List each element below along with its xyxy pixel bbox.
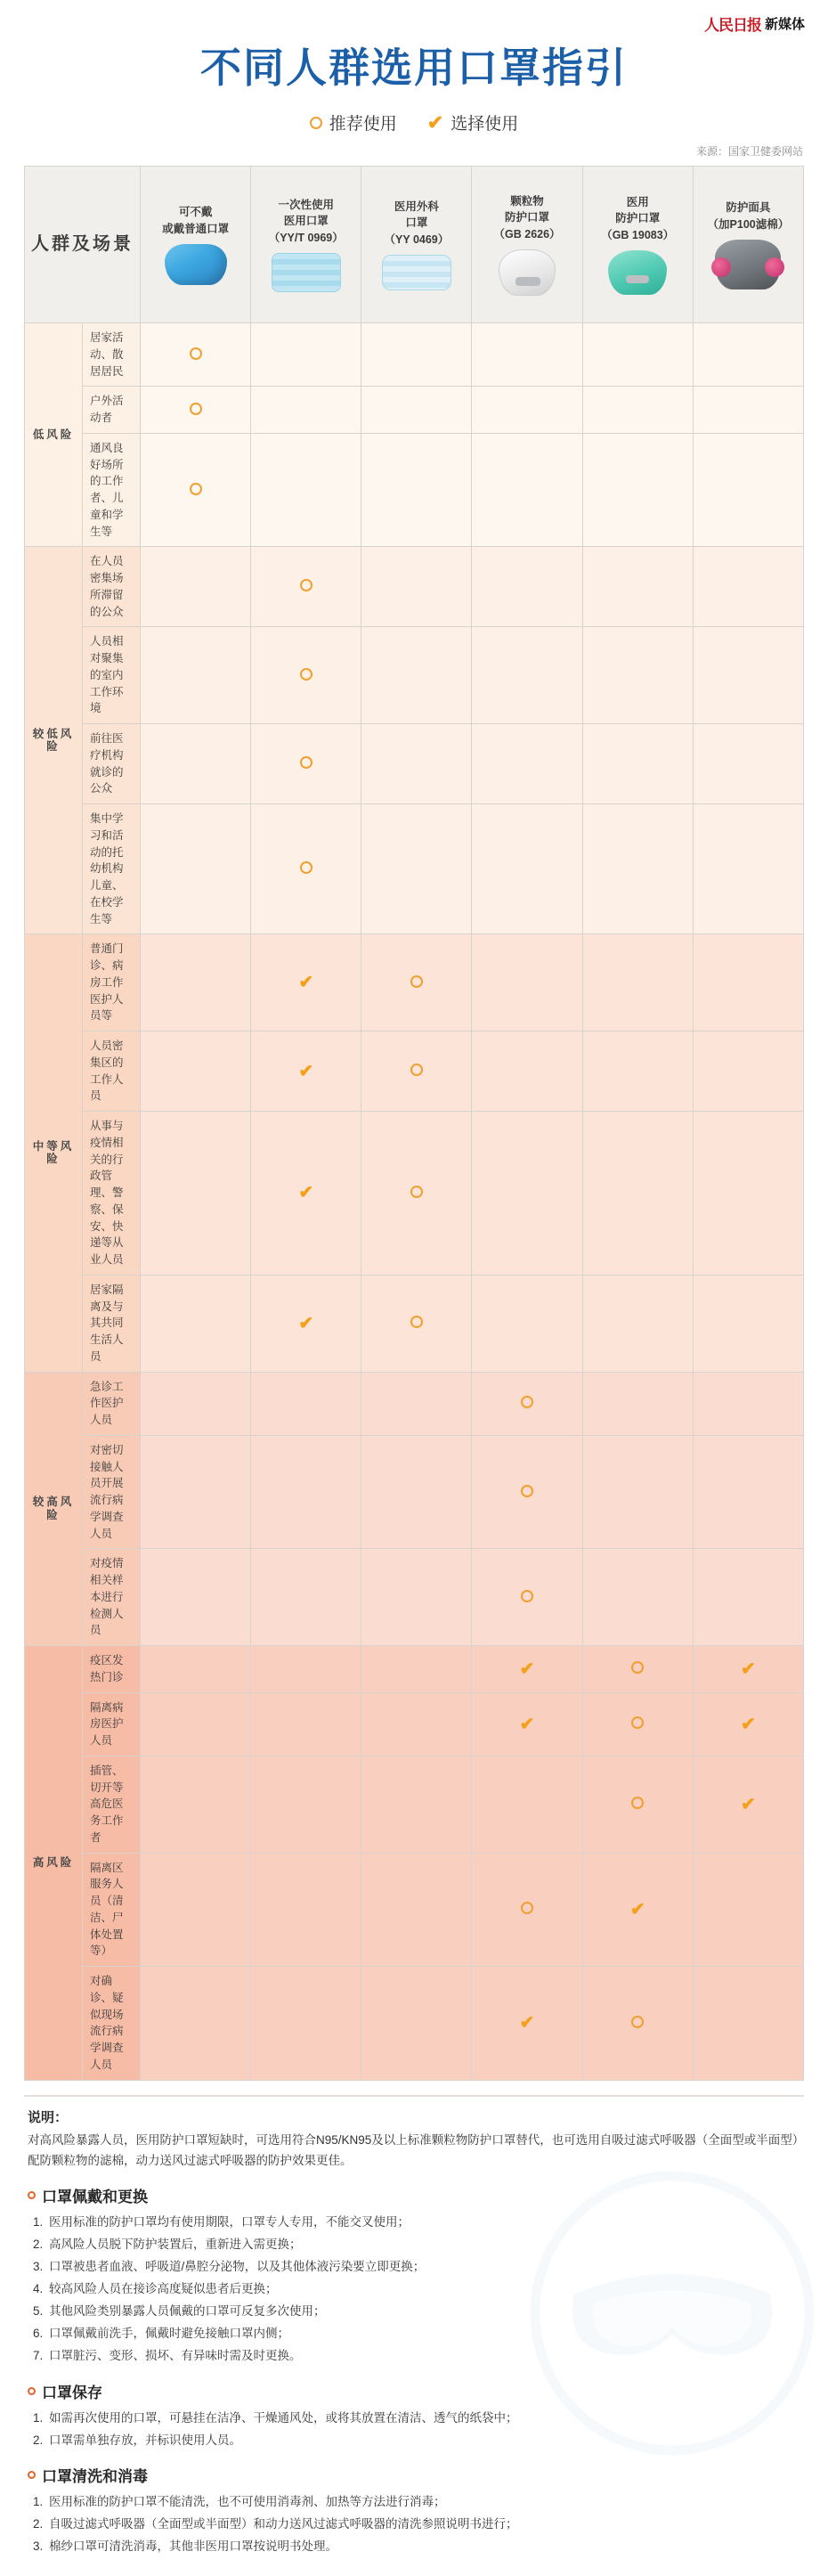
mark-cell <box>582 804 693 934</box>
circle-icon <box>521 1590 533 1602</box>
brand-bar <box>0 0 828 34</box>
list-item: 口罩佩戴前洗手，佩戴时避免接触口罩内侧； <box>49 2326 289 2340</box>
mark-cell <box>582 1756 693 1853</box>
table-header-row <box>25 167 804 323</box>
mark-cell <box>361 934 472 1031</box>
table-row <box>25 1646 804 1693</box>
mark-cell <box>361 1112 472 1276</box>
mark-cell <box>361 547 472 627</box>
mark-cell <box>251 1853 361 1967</box>
table-row <box>25 387 804 434</box>
mark-cell <box>361 387 472 434</box>
list-item: 医用标准的防护口罩均有使用期限，口罩专人专用，不能交叉使用； <box>49 2214 410 2229</box>
cloth-mask-icon <box>165 244 227 285</box>
header-col-respirator <box>693 167 803 323</box>
notes-subsection-title <box>28 2464 800 2486</box>
mark-cell <box>361 804 472 934</box>
scene-label: 对密切接触人员开展流行病学调查人员 <box>83 1435 141 1549</box>
list-item: 其他风险类别暴露人员佩戴的口罩可反复多次使用； <box>49 2303 326 2318</box>
circle-icon <box>410 1316 423 1328</box>
circle-icon <box>410 975 423 988</box>
mark-cell <box>582 1372 693 1435</box>
bullet-icon <box>28 2191 36 2199</box>
header-scene-column: 人群及场景 <box>25 167 141 323</box>
mark-cell <box>251 1646 361 1693</box>
mark-cell <box>361 1549 472 1646</box>
n95-mask-icon <box>499 249 556 296</box>
mark-cell <box>251 724 361 804</box>
circle-icon <box>300 861 313 874</box>
mark-cell <box>361 1756 472 1853</box>
notes-list <box>28 2212 800 2368</box>
mark-cell <box>582 934 693 1031</box>
mark-cell <box>472 1967 582 2081</box>
table-row <box>25 1372 804 1435</box>
mark-cell <box>251 1372 361 1435</box>
legend-label-recommended: 推荐使用 <box>329 115 397 134</box>
mark-cell <box>361 1275 472 1372</box>
surgical-mask-icon <box>272 253 341 292</box>
mark-cell <box>251 387 361 434</box>
brand-logo <box>704 12 805 35</box>
check-icon: ✔ <box>298 1313 314 1333</box>
mark-cell <box>582 547 693 627</box>
mark-cell <box>693 1967 803 2081</box>
circle-icon <box>190 347 202 360</box>
page-title: 不同人群选用口罩指引 <box>200 45 628 91</box>
mark-cell <box>693 627 803 724</box>
brand-media-label: 新媒体 <box>764 17 805 32</box>
mark-cell <box>582 1853 693 1967</box>
mark-cell <box>251 934 361 1031</box>
mark-cell <box>693 1435 803 1549</box>
mark-cell <box>472 1372 582 1435</box>
legend <box>0 110 828 135</box>
notes-subsection-label: 口罩佩戴和更换 <box>42 2188 148 2205</box>
scene-label: 急诊工作医护人员 <box>83 1372 141 1435</box>
mark-cell <box>472 804 582 934</box>
mark-cell <box>693 724 803 804</box>
mark-cell <box>582 1967 693 2081</box>
mark-cell <box>472 1692 582 1756</box>
col-label-line2: 防护口罩 <box>615 212 661 225</box>
mark-cell <box>361 1435 472 1549</box>
mark-cell <box>472 1031 582 1112</box>
circle-icon <box>190 403 202 415</box>
check-icon: ✔ <box>741 1659 756 1679</box>
mark-cell <box>693 1549 803 1646</box>
list-item: 较高风险人员在接诊高度疑似患者后更换； <box>49 2281 278 2295</box>
mark-cell <box>693 934 803 1031</box>
mark-cell <box>251 547 361 627</box>
circle-icon <box>521 1485 533 1497</box>
scene-label: 通风良好场所的工作者、儿童和学生等 <box>83 433 141 547</box>
mark-cell <box>693 804 803 934</box>
mark-cell <box>251 1967 361 2081</box>
legend-item-optional <box>427 110 518 135</box>
col-label-line1: 防护面具 <box>726 201 771 215</box>
scene-label: 隔离病房医护人员 <box>83 1692 141 1756</box>
table-row <box>25 934 804 1031</box>
col-standard: （GB 19083） <box>601 228 675 241</box>
table-row <box>25 627 804 724</box>
col-label-line2: 或戴普通口罩 <box>162 222 230 235</box>
notes-subsection-label: 口罩清洗和消毒 <box>42 2468 148 2486</box>
mark-cell <box>693 323 803 387</box>
notes-list <box>28 2408 800 2452</box>
check-icon: ✔ <box>519 1714 535 1734</box>
mark-cell <box>251 323 361 387</box>
risk-level-label: 低风险 <box>25 323 83 547</box>
mark-cell <box>361 1692 472 1756</box>
header-col-medical-protective <box>582 167 693 323</box>
circle-icon <box>631 2016 644 2028</box>
circle-icon <box>190 483 202 495</box>
mark-cell <box>141 323 251 387</box>
table-head <box>25 167 804 323</box>
mark-cell <box>582 627 693 724</box>
table-body <box>25 323 804 2081</box>
scene-label: 对确诊、疑似现场流行病学调查人员 <box>83 1967 141 2081</box>
mark-cell <box>251 1275 361 1372</box>
mark-cell <box>472 1549 582 1646</box>
list-item: 口罩脏污、变形、损坏、有异味时需及时更换。 <box>49 2348 302 2362</box>
bullet-icon <box>28 2387 36 2395</box>
scene-label: 集中学习和活动的托幼机构儿童、在校学生等 <box>83 804 141 934</box>
header-col-disposable <box>251 167 361 323</box>
notes-section <box>24 2097 804 2568</box>
mark-cell <box>693 1853 803 1967</box>
mark-cell <box>582 1112 693 1276</box>
scene-label: 疫区发热门诊 <box>83 1646 141 1693</box>
risk-level-label: 较高风险 <box>25 1372 83 1646</box>
mark-cell <box>582 323 693 387</box>
mark-cell <box>141 387 251 434</box>
col-label-line1: 一次性使用 <box>278 199 334 212</box>
scene-label: 前往医疗机构就诊的公众 <box>83 724 141 804</box>
check-icon: ✔ <box>298 1061 314 1081</box>
table-row <box>25 1435 804 1549</box>
mark-cell <box>141 1967 251 2081</box>
table-row <box>25 547 804 627</box>
mark-cell <box>693 1756 803 1853</box>
notes-heading: 说明： <box>28 2109 69 2125</box>
mark-cell <box>582 1435 693 1549</box>
scene-label: 普通门诊、病房工作医护人员等 <box>83 934 141 1031</box>
circle-icon <box>300 668 313 681</box>
mark-cell <box>141 1692 251 1756</box>
circle-icon <box>631 1716 644 1729</box>
mark-cell <box>141 1549 251 1646</box>
mark-cell <box>693 547 803 627</box>
risk-level-label: 中等风险 <box>25 934 83 1372</box>
check-icon: ✔ <box>519 1659 535 1679</box>
mark-cell <box>582 724 693 804</box>
scene-label: 从事与疫情相关的行政管理、警察、保安、快递等从业人员 <box>83 1112 141 1276</box>
check-icon: ✔ <box>741 1714 756 1734</box>
mark-cell <box>251 1435 361 1549</box>
col-standard: （加P100滤棉） <box>707 217 790 231</box>
list-item: 如需再次使用的口罩，可悬挂在洁净、干燥通风处，或将其放置在清洁、透气的纸袋中； <box>49 2410 518 2425</box>
mark-cell <box>582 1275 693 1372</box>
mark-cell <box>472 323 582 387</box>
table-row <box>25 1756 804 1853</box>
mark-cell <box>472 627 582 724</box>
table-row <box>25 1275 804 1372</box>
col-standard: （YY/T 0969） <box>268 231 344 244</box>
mark-cell <box>361 1646 472 1693</box>
source-text: 来源：国家卫健委网站 <box>695 145 803 158</box>
bullet-icon <box>28 2471 36 2479</box>
table-row <box>25 433 804 547</box>
notes-body: 对高风险暴露人员，医用防护口罩短缺时，可选用符合N95/KN95及以上标准颗粒物防护口罩替代，也可选用自吸过滤式呼吸器（全面型或半面型）配防颗粒物的滤棉，动力送风过滤式呼吸器的防护效果更佳。 <box>28 2132 799 2168</box>
mark-cell <box>472 1646 582 1693</box>
mark-cell <box>582 387 693 434</box>
header-col-particulate <box>472 167 582 323</box>
mark-cell <box>141 1646 251 1693</box>
mark-cell <box>361 1372 472 1435</box>
brand-paper-label: 人民日报 <box>703 17 761 34</box>
mark-cell <box>693 1275 803 1372</box>
mark-cell <box>141 1275 251 1372</box>
mark-cell <box>693 1031 803 1112</box>
mark-cell <box>472 433 582 547</box>
scene-label: 居家活动、散居居民 <box>83 323 141 387</box>
mark-cell <box>251 804 361 934</box>
mark-cell <box>693 387 803 434</box>
table-row <box>25 1967 804 2081</box>
table-row <box>25 1031 804 1112</box>
col-label-line2: 医用口罩 <box>283 215 329 228</box>
circle-icon <box>410 1064 423 1076</box>
mark-cell <box>361 433 472 547</box>
mark-cell <box>693 1646 803 1693</box>
circle-icon <box>631 1797 644 1809</box>
mark-cell <box>361 724 472 804</box>
mark-cell <box>472 1435 582 1549</box>
mark-cell <box>472 547 582 627</box>
circle-icon <box>310 117 322 129</box>
check-icon: ✔ <box>426 110 444 134</box>
table-row <box>25 1853 804 1967</box>
legend-item-recommended <box>310 110 397 135</box>
check-icon: ✔ <box>519 2013 535 2034</box>
header-col-cloth <box>141 167 251 323</box>
mark-cell <box>472 724 582 804</box>
col-label-line1: 颗粒物 <box>510 195 544 208</box>
col-label-line1: 可不戴 <box>178 206 213 219</box>
notes-subsection-title <box>28 2380 800 2402</box>
risk-level-label: 较低风险 <box>25 547 83 934</box>
list-item: 口罩需单独存放，并标识使用人员。 <box>49 2433 241 2447</box>
mark-cell <box>141 804 251 934</box>
mark-cell <box>582 1031 693 1112</box>
kn95-mask-icon <box>608 250 667 295</box>
circle-icon <box>631 1661 644 1674</box>
check-icon: ✔ <box>298 973 314 993</box>
col-label-line2: 防护口罩 <box>505 211 550 224</box>
col-label-line2: 口罩 <box>405 216 428 230</box>
mark-cell <box>251 433 361 547</box>
notes-subsection-title <box>28 2184 800 2206</box>
circle-icon <box>521 1902 533 1914</box>
mark-cell <box>472 1275 582 1372</box>
scene-label: 插管、切开等高危医务工作者 <box>83 1756 141 1853</box>
mark-cell <box>141 1112 251 1276</box>
mark-cell <box>251 1031 361 1112</box>
notes-subsections <box>28 2184 800 2559</box>
circle-icon <box>300 579 313 591</box>
mark-cell <box>361 323 472 387</box>
scene-label: 人员相对聚集的室内工作环境 <box>83 627 141 724</box>
list-item: 自吸过滤式呼吸器（全面型或半面型）和动力送风过滤式呼吸器的清洗参照说明书进行； <box>49 2517 518 2531</box>
mark-cell <box>141 1435 251 1549</box>
surgical-mask2-icon <box>382 255 451 290</box>
mark-cell <box>693 1692 803 1756</box>
col-label-line1: 医用外科 <box>394 200 439 214</box>
mark-cell <box>693 433 803 547</box>
circle-icon <box>521 1396 533 1408</box>
scene-label: 隔离区服务人员（清洁、尸体处置等） <box>83 1853 141 1967</box>
list-item: 高风险人员脱下防护装置后，重新进入需更换； <box>49 2237 302 2251</box>
mark-cell <box>472 934 582 1031</box>
col-standard: （GB 2626） <box>493 227 561 240</box>
table-row <box>25 1692 804 1756</box>
mark-cell <box>141 433 251 547</box>
table-row <box>25 323 804 387</box>
circle-icon <box>410 1186 423 1198</box>
mark-cell <box>472 1853 582 1967</box>
mark-cell <box>141 1031 251 1112</box>
mark-cell <box>361 1031 472 1112</box>
table-row <box>25 804 804 934</box>
risk-level-label: 高风险 <box>25 1646 83 2081</box>
mark-cell <box>582 433 693 547</box>
mark-cell <box>693 1372 803 1435</box>
mark-cell <box>141 627 251 724</box>
respirator-icon <box>715 240 781 289</box>
table-row <box>25 1549 804 1646</box>
check-icon: ✔ <box>298 1183 314 1203</box>
check-icon: ✔ <box>629 1899 645 1920</box>
table-row <box>25 1112 804 1276</box>
check-icon: ✔ <box>741 1794 756 1814</box>
legend-label-optional: 选择使用 <box>451 115 519 134</box>
notes-list <box>28 2491 800 2558</box>
mark-cell <box>141 934 251 1031</box>
mark-cell <box>582 1646 693 1693</box>
list-item: 棉纱口罩可清洗消毒，其他非医用口罩按说明书处理。 <box>49 2539 337 2554</box>
notes-subsection-label: 口罩保存 <box>42 2384 102 2401</box>
scene-label: 对疫情相关样本进行检测人员 <box>83 1549 141 1646</box>
mark-cell <box>472 387 582 434</box>
mask-selection-table <box>24 166 804 2081</box>
mark-cell <box>693 1112 803 1276</box>
mark-cell <box>361 1967 472 2081</box>
scene-label: 居家隔离及与其共同生活人员 <box>83 1275 141 1372</box>
list-item: 医用标准的防护口罩不能清洗，也不可使用消毒剂、加热等方法进行消毒； <box>49 2495 446 2509</box>
mark-cell <box>361 627 472 724</box>
scene-label: 在人员密集场所滞留的公众 <box>83 547 141 627</box>
mark-cell <box>582 1692 693 1756</box>
mark-cell <box>251 1692 361 1756</box>
col-standard: （YY 0469） <box>384 232 450 246</box>
col-label-line1: 医用 <box>626 196 649 209</box>
mark-cell <box>141 547 251 627</box>
mark-cell <box>251 627 361 724</box>
circle-icon <box>300 756 313 769</box>
mark-cell <box>141 1853 251 1967</box>
mark-cell <box>251 1112 361 1276</box>
table-row <box>25 724 804 804</box>
mark-cell <box>141 724 251 804</box>
header-col-surgical <box>361 167 472 323</box>
list-item: 口罩被患者血液、呼吸道/鼻腔分泌物，以及其他体液污染要立即更换； <box>49 2259 426 2273</box>
scene-label: 人员密集区的工作人员 <box>83 1031 141 1112</box>
scene-label: 户外活动者 <box>83 387 141 434</box>
mark-cell <box>251 1756 361 1853</box>
mark-cell <box>361 1853 472 1967</box>
mark-cell <box>472 1756 582 1853</box>
mark-cell <box>141 1756 251 1853</box>
mark-cell <box>582 1549 693 1646</box>
mark-cell <box>472 1112 582 1276</box>
mark-cell <box>251 1549 361 1646</box>
mark-cell <box>141 1372 251 1435</box>
